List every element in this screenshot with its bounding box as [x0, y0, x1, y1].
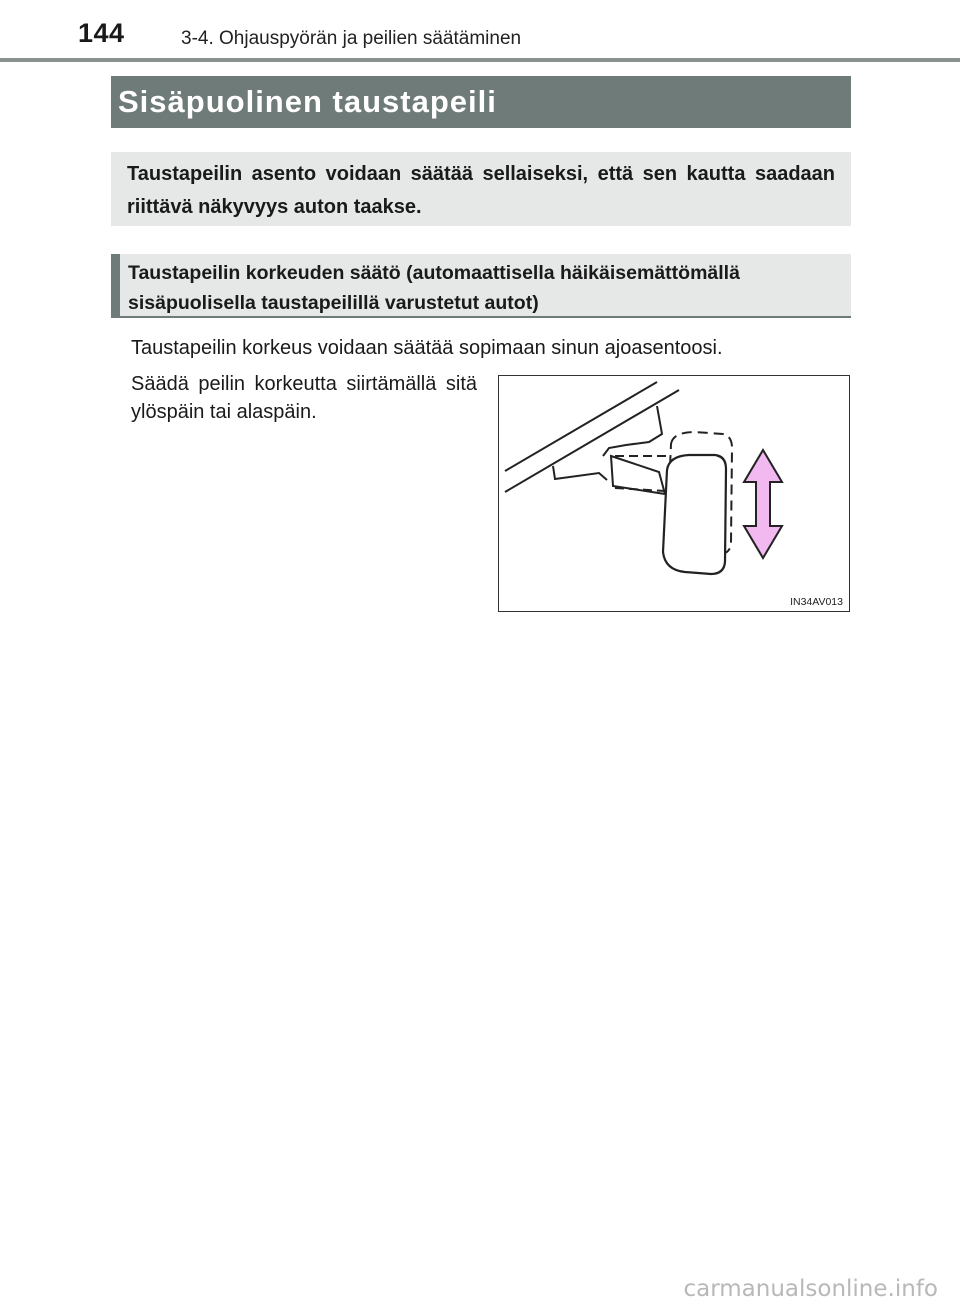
header-rule	[0, 58, 960, 62]
figure-code: IN34AV013	[790, 596, 843, 608]
subsection-heading	[111, 254, 851, 318]
up-down-arrow-icon	[744, 450, 782, 558]
section-title: Sisäpuolinen taustapeili	[111, 76, 851, 128]
watermark: carmanualsonline.info	[683, 1276, 938, 1302]
subsection-heading-text: Taustapeilin korkeuden säätö (automaattisella häikäisemättömällä sisäpuolisella taustapeilillä varustetut autot)	[128, 262, 740, 314]
body-paragraph: Taustapeilin korkeus voidaan säätää sopimaan sinun ajoasentoosi.	[131, 337, 723, 359]
rearview-mirror-illustration	[499, 376, 851, 613]
figure-rearview-mirror	[498, 375, 850, 612]
running-head: 3-4. Ohjauspyörän ja peilien säätäminen	[181, 28, 522, 49]
instruction-paragraph: Säädä peilin korkeutta siirtämällä sitä ylöspäin tai alaspäin.	[131, 373, 477, 423]
intro-box	[111, 152, 851, 226]
page-number: 144	[78, 18, 125, 48]
intro-text: Taustapeilin asento voidaan säätää sellaiseksi, että sen kautta saadaan riittävä näkyvyys auton taakse.	[127, 163, 835, 218]
